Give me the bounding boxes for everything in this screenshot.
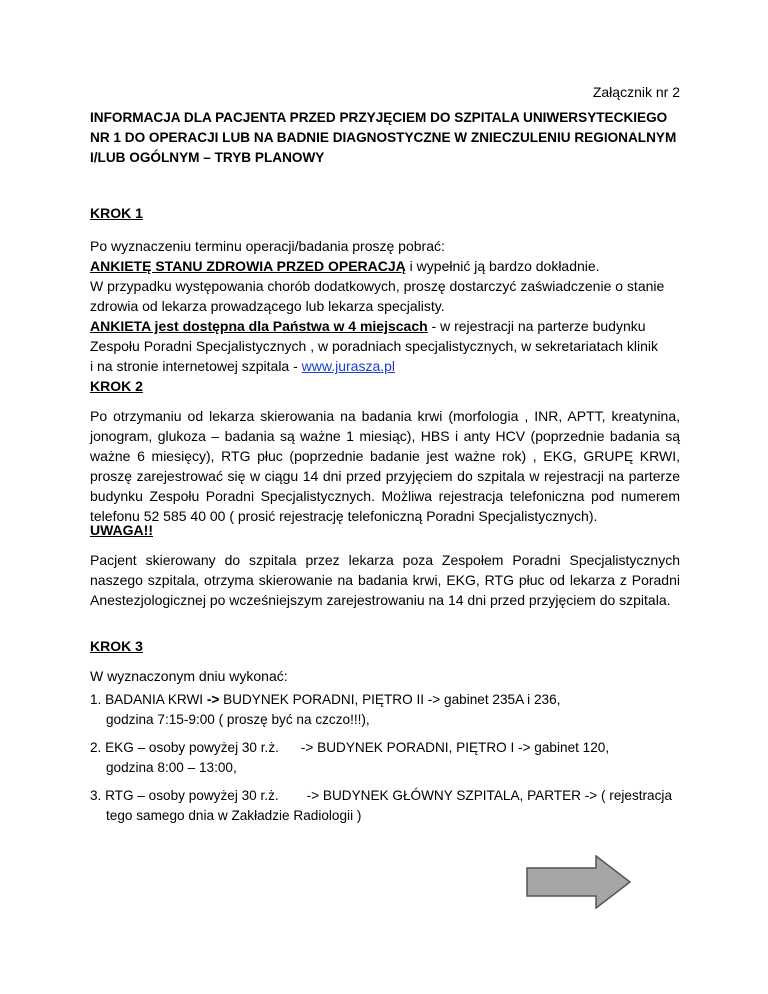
item3-location: -> BUDYNEK GŁÓWNY SZPITALA, PARTER -> ( rejestracja	[306, 788, 672, 803]
step1-line1: Po wyznaczeniu terminu operacji/badania proszę pobrać:	[90, 238, 445, 254]
annex-label: Załącznik nr 2	[592, 84, 680, 100]
step3-intro: W wyznaczonym dniu wykonać:	[90, 668, 288, 684]
step3-heading: KROK 3	[90, 638, 143, 654]
step1-body	[90, 236, 680, 376]
item3-label: 3. RTG – osoby powyżej 30 r.ż.	[90, 788, 279, 803]
step1-line3: W przypadku występowania chorób dodatkowych, proszę dostarczyć zaświadczenie o stanie zdrowia od lekarza prowadzącego lub lekarza specjalisty.	[90, 278, 665, 314]
item1-hours: godzina 7:15-9:00 ( proszę być na czczo!!!),	[106, 712, 370, 727]
arrow-shape	[527, 856, 630, 908]
item1-label: 1. BADANIA KRWI	[90, 692, 207, 707]
step2-heading: KROK 2	[90, 378, 143, 394]
right-arrow-icon	[526, 855, 632, 909]
item1-location: BUDYNEK PORADNI, PIĘTRO II -> gabinet 235A i 236,	[219, 692, 561, 707]
item1-arrow: ->	[206, 692, 220, 707]
document-title: INFORMACJA DLA PACJENTA PRZED PRZYJĘCIEM DO SZPITALA UNIWERSYTECKIEGO NR 1 DO OPERACJI LUB NA BADNIE DIAGNOSTYCZNE W ZNIECZULENIU REGIONALNYM I/LUB OGÓLNYM – TRYB PLANOWY	[90, 110, 677, 165]
step3-item-ekg	[90, 738, 680, 778]
item2-location: -> BUDYNEK PORADNI, PIĘTRO I -> gabinet 120,	[300, 740, 610, 755]
availability-bold: ANKIETA jest dostępna dla Państwa w 4 miejscach	[90, 318, 428, 334]
warning-heading: UWAGA!!	[90, 522, 153, 538]
item3-note: tego samego dnia w Zakładzie Radiologii )	[106, 808, 362, 823]
step3-item-blood-tests	[90, 690, 680, 730]
warning-text: Pacjent skierowany do szpitala przez lekarza poza Zespołem Poradni Specjalistycznych naszego szpitala, otrzyma skierowanie na badania krwi, EKG, RTG płuc od lekarza z Poradni Anestezjologicznej po wcześniejszym zarejestrowaniu na 14 dni przed przyjęciem do szpitala.	[90, 552, 680, 608]
item2-hours: godzina 8:00 – 13:00,	[106, 760, 237, 775]
step1-survey-line	[90, 256, 680, 276]
survey-name: ANKIETĘ STANU ZDROWIA PRZED OPERACJĄ	[90, 258, 406, 274]
step2-text: Po otrzymaniu od lekarza skierowania na badania krwi (morfologia , INR, APTT, kreatynina, jonogram, glukoza – badania są ważne 1 miesiąc), HBS i anty HCV (poprzednie badania są ważne 6 miesięcy), RTG płuc (poprzednie badanie jest ważne rok) , EKG, GRUPĘ KRWI, proszę zarejestrować się w ciągu 14 dni przed przyjęciem do szpitala w rejestracji na parterze budynku Zespołu Poradni Specjalistycznych. Możliwa rejestracja telefoniczna pod numerem telefonu 52 585 40 00 ( prosić rejestrację telefoniczną Poradni Specjalistycznych).	[90, 408, 680, 524]
step1-heading: KROK 1	[90, 205, 143, 221]
item2-label: 2. EKG – osoby powyżej 30 r.ż.	[90, 740, 279, 755]
step3-item-rtg	[90, 786, 680, 826]
step1-availability	[90, 316, 660, 376]
hospital-website-link[interactable]: www.jurasza.pl	[301, 358, 396, 374]
availability-text: - w rejestracji na parterze budynku Zespołu Poradni Specjalistycznych , w poradniach specjalistycznych, w sekretariatach klinik i na stronie internetowej szpitala -	[90, 318, 659, 374]
survey-instruction: i wypełnić ją bardzo dokładnie.	[405, 258, 600, 274]
